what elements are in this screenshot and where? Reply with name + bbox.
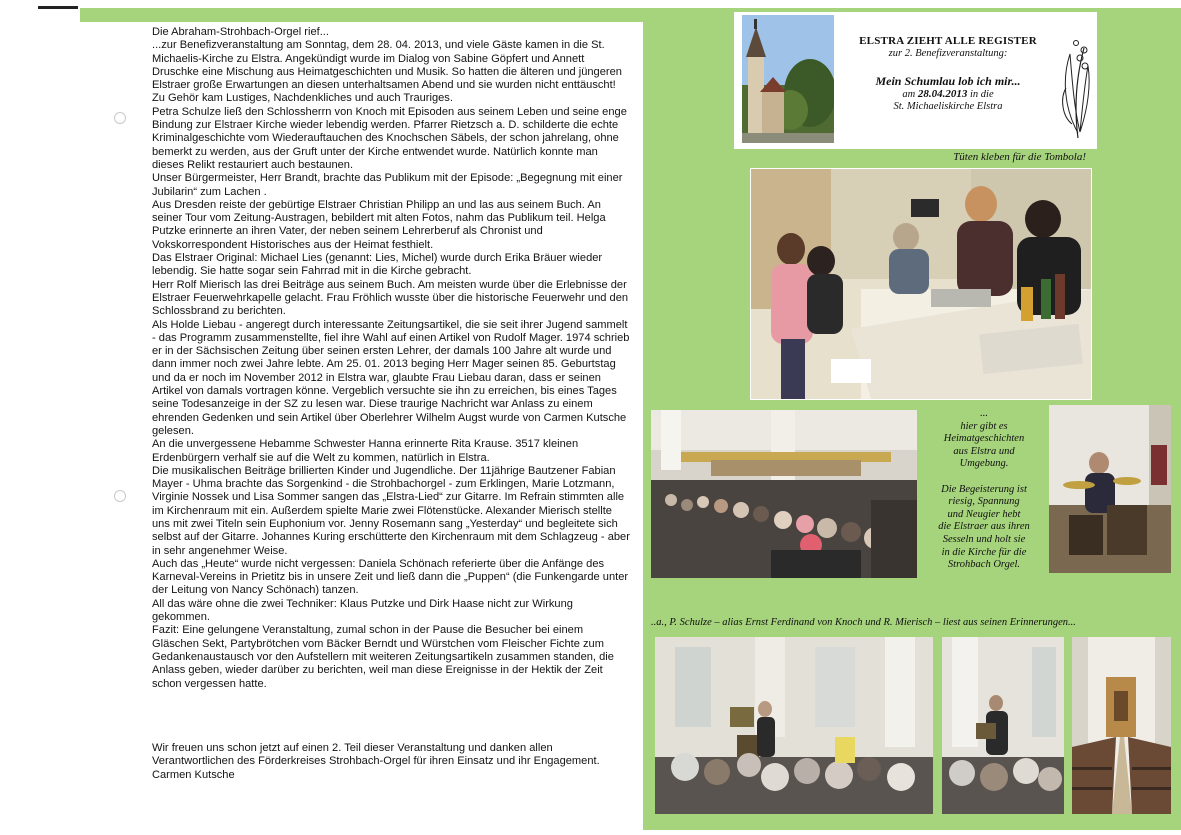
article-paragraph: Herr Rolf Mierisch las drei Beiträge aus seinem Buch. Am meisten wurde über die Erlebnisse der Elstraer Feuerwehrkapelle gelacht. Frau Fröhlich wusste über die historische Feuerwehr und den Schlossbrand zu berichten. (152, 278, 629, 318)
middle-caption-line: und Neugier hebt (947, 508, 1021, 520)
middle-caption (926, 408, 1042, 572)
poster-date: 28.04.2013 (917, 88, 968, 100)
article-paragraph: Zu Gehör kam Lustiges, Nachdenkliches und auch Trauriges. (152, 92, 453, 105)
author-name: Carmen Kutsche (152, 768, 235, 781)
article-paragraph: Auch das „Heute“ wurde nicht vergessen: Daniela Schönach referierte über die Anfänge des Karneval-Vereins in Prietitz bis in unsere Zeit und ließ dann die „Puppen“ (die Funkengarde unter der Leitung von Nancy Schönach) tanzen. (152, 557, 629, 597)
article-paragraph: Petra Schulze ließ den Schlossherrn von Knoch mit Episoden aus seinem Leben und seine enge Bindung zur Elstraer Kirche wieder lebendig werden. Pfarrer Rietzsch a. D. schilderte die echte Kriminalgeschichte vom Wiederauftauchen des Knochschen Säbels, der schon jahrelang, ohne bemerkt zu werden, aus der Gruft unter der Kirche entwendet wurde. Natürlich konnte man dieses Relikt restauriert auch bestaunen. (152, 105, 627, 171)
middle-caption-line: ... (980, 408, 988, 419)
poster-date-prefix: am (902, 89, 916, 100)
article-paragraph: Unser Bürgermeister, Herr Brandt, brachte das Publikum mit der Episode: „Begegnung mit einer Jubilarin“ zum Lachen . (152, 172, 623, 198)
middle-caption-line: die Elstraer aus ihren (938, 521, 1030, 533)
church-nave-photo (1072, 637, 1171, 814)
middle-caption-line: hier gibt es (960, 420, 1008, 432)
article-body (152, 26, 632, 691)
middle-caption-line (926, 471, 1042, 484)
reader-photo (942, 637, 1064, 814)
middle-caption-line: Strohbach Orgel. (947, 559, 1021, 571)
article-paragraph: Die Abraham-Strohbach-Orgel rief... (152, 26, 329, 38)
article-paragraph: Aus Dresden reiste der gebürtige Elstraer Christian Philipp an und las aus seinem Buch. An seiner Tour vom Zeitung-Austragen, bebildert mit alten Fotos, nahm das Publikum teil. Helga Putzke erinnerte an ihren Vater, der neben seinem Lehrerberuf als Chronist und Vokskorrespondent Historisches aus der Heimat festhielt. (152, 198, 606, 251)
article-closing (152, 742, 632, 782)
middle-caption-line: Umgebung. (959, 458, 1009, 470)
punch-hole (114, 490, 126, 502)
article-paragraph: Fazit: Eine gelungene Veranstaltung, zumal schon in der Pause die Besucher bei einem Gläschen Sekt, Partybrötchen vom Bäcker Berndt und Würstchen vom Fleischer Fichte zum Gedankenaustausch vor den Aufstellern mit weiteren Zeitungsartikeln zusammen standen, die Anlass geben, wieder darüber zu berichten, weil man diese Ereignisse in der Hektik der Zeit schon vergessen hatte. (152, 624, 614, 690)
poster-date-line (848, 88, 1048, 100)
middle-caption-line: aus Elstra und (953, 445, 1015, 457)
middle-caption-line: Heimatgeschichten (943, 433, 1025, 445)
audience-photo (651, 410, 917, 578)
article-paragraph: Das Elstraer Original: Michael Lies (genannt: Lies, Michel) wurde durch Erika Bräuer wieder lebendig. Sie hatte sogar sein Fahrrad mit in die Kirche gebracht. (152, 252, 603, 278)
middle-caption-line: Sesseln und holt sie (942, 533, 1026, 545)
lily-of-the-valley-icon (1058, 28, 1092, 140)
tombola-caption: Tüten kleben für die Tombola! (953, 151, 1086, 163)
middle-caption-line: riesig, Spannung (948, 496, 1020, 508)
poster-motto: Mein Schumlau lob ich mir... (875, 74, 1021, 88)
church-tower-photo (742, 15, 834, 143)
article-paragraph: Die musikalischen Beiträge brillierten Kinder und Jugendliche. Der 11jährige Bautzener Fabian Mayer - Uhma brachte das Sorgenkind - die Strohbachorgel - zum Erklingen, Marie Lotzmann, Virginie Nossek und Lisa Sommer sangen das „Elstra-Lied“ zur Gitarre. Im Refrain stimmten alle im Kirchenraum mit ein. Außerdem spielte Marie zwei Flötenstücke. Alexander Mierisch stellte uns mit zwei Titeln sein Euphonium vor. Jenny Rosemann sang „Yesterday“ und begleitete sich selbst auf der Gitarre. Johannes Kuring erschütterte den Kirchenraum mit dem Schlagzeug - aber in sehr angenehmer Weise. (152, 464, 630, 557)
middle-caption-line: Die Begeisterung ist (941, 483, 1027, 495)
closing-paragraph: Wir freuen uns schon jetzt auf einen 2. Teil dieser Veranstaltung und danken allen Verantwortlichen des Förderkreises Strohbach-Orgel für ihren Einsatz und ihr Engagement. (152, 742, 600, 768)
punch-hole (114, 112, 126, 124)
article-paragraph: An die unvergessene Hebamme Schwester Hanna erinnerte Rita Krause. 3517 kleinen Erdenbürgern verhalf sie auf die Welt zu kommen, natürlich in Elstra. (152, 438, 579, 464)
top-rule (38, 6, 78, 9)
poster-subtitle: zur 2. Benefizveranstaltung: (888, 48, 1008, 59)
speaker-photo (655, 637, 933, 814)
article-paragraph: All das wäre ohne die zwei Techniker: Klaus Putzke und Dirk Haase nicht zur Wirkung gekommen. (152, 597, 573, 624)
article-paragraph: ...zur Benefizveranstaltung am Sonntag, dem 28. 04. 2013, und viele Gäste kamen in die St. Michaelis-Kirche zu Elstra. Angekündigt wurde im Dialog von Sabine Göpfert und Annett Druschke eine Mischung aus Heimatgeschichten und Musik. So hatten die älteren und jüngeren Elstraer große Erwartungen an diesen unterhaltsamen Abend und sie wurden nicht enttäuscht! (152, 39, 622, 92)
poster-church: St. Michaeliskirche Elstra (893, 101, 1003, 112)
middle-caption-line: in die Kirche für die (941, 546, 1027, 558)
bottom-caption: ..a., P. Schulze – alias Ernst Ferdinand von Knoch und R. Mierisch – liest aus seinen Erinnerungen... (651, 617, 1076, 628)
tombola-photo (750, 168, 1092, 400)
poster-date-suffix: in die (969, 89, 994, 100)
poster-title: ELSTRA ZIEHT ALLE REGISTER (859, 35, 1037, 47)
drummer-photo (1049, 405, 1171, 573)
article-paragraph: Als Holde Liebau - angeregt durch interessante Zeitungsartikel, die sie seit ihrer Jugend sammelt - das Programm zusammenstellte, fiel ihre Wahl auf einen Artikel von Rudolf Mager. 1974 schrieb er in der Sächsischen Zeitung über seinen ersten Lehrer, der damals 100 Jahre alt wurde und dann immer noch zwei Jahre lebte. Am 25. 01. 2013 beging Herr Mager seinen 85. Geburtstag und da er noch im November 2012 in Elstra war, glaubte Frau Liebau daran, dass er seinen Artikel von damals vortragen könne. Vergeblich versuchte sie ihn zu erreichen, bis eines Tages seine Todesanzeige in der SZ zu lesen war. Diese traurige Nachricht war Anlass zu einem ehrenden Gedenken und sein Artikel über Oberlehrer Wilhelm Augst wurde von Carmen Kutsche gelesen. (152, 318, 630, 437)
